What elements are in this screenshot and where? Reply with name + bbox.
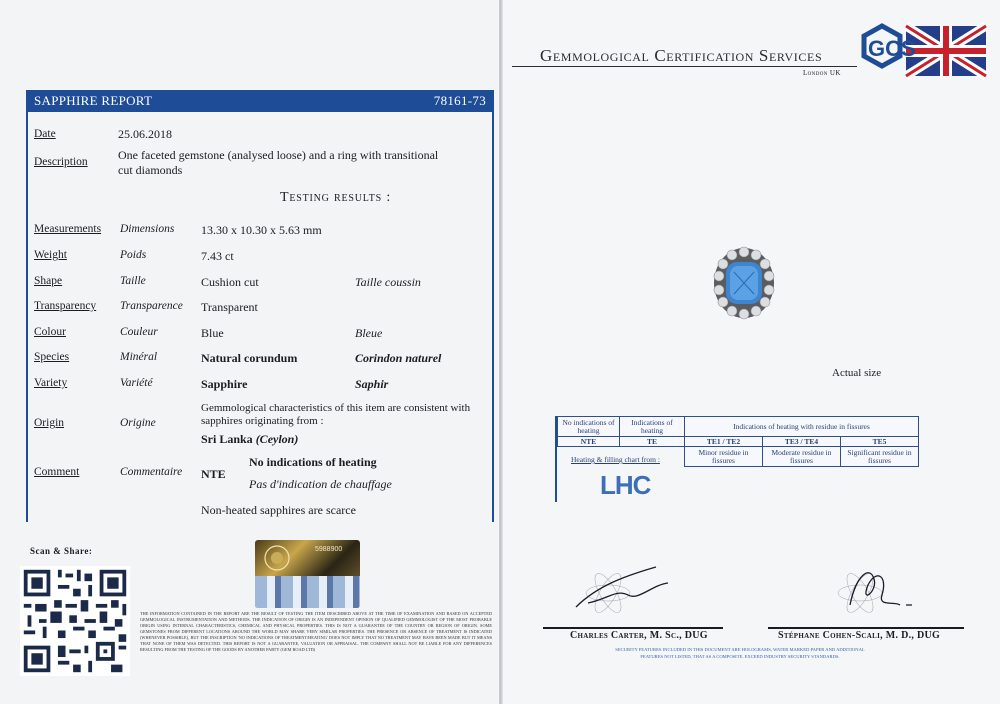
date-label: Date <box>34 128 56 140</box>
signature-carter <box>568 555 678 625</box>
report-number: 78161-73 <box>433 93 486 108</box>
measurements-label: Measurements <box>34 223 102 235</box>
report-disclaimer: THE INFORMATION CONTAINED IN THE REPORT ARE THE RESULT OF TESTING THE ITEM DESCRIBED ABOVE AT THE TIME OF EXAMINATION AND BASED ON ACCEPTED GEMMOLOGICAL INSTRUMENTATION AND METHODS. THE INDICATION OF ORIGIN IS AN INDEPENDENT OPINION OF QUALIFIED GEMMOLOGIST OF THE MOST PROBABLE ORIGIN USING INTERNAL CHARACTERISTICS, CHEMICAL AND PHYSICAL PROPERTIES. THIS IS NOT A GUARANTEE OF THE COUNTRY OR REGION OF ORIGIN. SOME GEMSTONES FROM DIFFERENT LOCATIONS AROUND THE WORLD MAY SHARE VERY SIMILAR PROPERTIES. THE PRESENCE OR ABSENCE OF TREATMENT IS INDICATED (WHENEVER POSSIBLE), BUT THE INSCRIPTION 'NO INDICATIONS OF TREATMENT/HEATING' DOES NOT IMPLY THAT NO TREATMENT MAY HAVE BEEN MADE BUT IT MEANS THAT NONE OF THEM WAS DETECTED. THIS REPORT IS NOT A GUARANTEE, VALUATION OR APPRAISAL. THE COMPANY SHALL NOT BE LIABLE FOR ANY DIFFERENCES RESULTING FROM THE TESTING OF THE GOODS BY ANOTHER PARTY (GEM ROAD LTD) <box>140 611 492 652</box>
heat-desc-significant: Significant residue in fissures <box>841 447 919 467</box>
security-hologram <box>255 540 360 608</box>
heat-header-residue: Indications of heating with residue in fissures <box>685 417 919 437</box>
qr-code[interactable] <box>20 566 130 676</box>
ring-photo <box>712 246 776 320</box>
variety-value: Sapphire <box>201 377 248 391</box>
origin-label: Origin <box>34 417 65 429</box>
heat-desc-moderate: Moderate residue in fissures <box>763 447 841 467</box>
colour-value: Blue <box>201 326 224 340</box>
shape-label-fr: Taille <box>120 275 146 287</box>
origin-value <box>201 432 298 447</box>
lhc-logo: LHC <box>600 470 651 500</box>
weight-value: 7.43 ct <box>201 249 234 263</box>
description-line-2: cut diamonds <box>118 163 183 177</box>
comment-note: Non-heated sapphires are scarce <box>201 503 356 517</box>
heat-header-nte: No indications of heating <box>558 417 620 437</box>
variety-label-fr: Variété <box>120 377 153 389</box>
shape-label: Shape <box>34 275 63 287</box>
comment-label: Comment <box>34 466 80 478</box>
company-rule <box>512 66 857 67</box>
measurements-label-fr: Dimensions <box>120 223 175 235</box>
report-title: SAPPHIRE REPORT <box>34 93 153 108</box>
transparency-label: Transparency <box>34 300 97 312</box>
colour-label: Colour <box>34 326 66 338</box>
origin-line-1: Gemmological characteristics of this item are consistent with <box>201 402 471 414</box>
comment-label-fr: Commentaire <box>120 466 183 478</box>
actual-size-label: Actual size <box>832 367 882 379</box>
heating-chart-label: Heating & filling chart from : <box>571 455 660 464</box>
gcs-logo <box>860 22 988 80</box>
shape-value-fr: Taille coussin <box>355 275 421 289</box>
species-label: Species <box>34 351 70 363</box>
description-label: Description <box>34 156 88 168</box>
hologram-code: 5988900 <box>315 546 343 553</box>
signatory-right: Stéphane Cohen-Scali, M. D., DUG <box>778 630 941 641</box>
heat-header-te: Indications of heating <box>620 417 685 437</box>
measurements-value: 13.30 x 10.30 x 5.63 mm <box>201 223 322 237</box>
heat-code-nte: NTE <box>558 437 620 447</box>
testing-results-title: Testing results : <box>280 190 392 205</box>
origin-label-fr: Origine <box>120 417 156 429</box>
heat-code-te3-te4: TE3 / TE4 <box>763 437 841 447</box>
origin-country-alt: (Ceylon) <box>255 432 299 446</box>
variety-label: Variety <box>34 377 68 389</box>
signature-cohen-scali <box>820 555 930 625</box>
heat-code-te5: TE5 <box>841 437 919 447</box>
report-header-bar <box>26 90 494 112</box>
comment-code: NTE <box>201 467 226 481</box>
weight-label: Weight <box>34 249 67 261</box>
logo-letters: GCS <box>868 36 916 61</box>
species-label-fr: Minéral <box>120 351 158 363</box>
comment-text-fr: Pas d'indication de chauffage <box>249 477 392 491</box>
species-value: Natural corundum <box>201 351 298 365</box>
signatory-left: Charles Carter, M. Sc., DUG <box>570 630 708 641</box>
signature-line-right <box>768 627 964 629</box>
variety-value-fr: Saphir <box>355 377 389 391</box>
company-name: Gemmological Certification Services <box>540 46 823 65</box>
comment-text-en: No indications of heating <box>249 455 377 469</box>
shape-value: Cushion cut <box>201 275 259 289</box>
colour-value-fr: Bleue <box>355 326 383 340</box>
transparency-label-fr: Transparence <box>120 300 183 312</box>
transparency-value: Transparent <box>201 300 258 314</box>
heat-desc-minor: Minor residue in fissures <box>685 447 763 467</box>
scan-share-title: Scan & Share: <box>30 546 93 556</box>
heat-code-te1-te2: TE1 / TE2 <box>685 437 763 447</box>
species-value-fr: Corindon naturel <box>355 351 442 365</box>
company-location: London UK <box>803 69 841 77</box>
date-value: 25.06.2018 <box>118 127 172 141</box>
heat-code-te: TE <box>620 437 685 447</box>
signature-line-left <box>543 627 723 629</box>
hologram-strip <box>255 576 360 608</box>
origin-line-2: sapphires originating from : <box>201 415 324 427</box>
origin-country: Sri Lanka <box>201 432 253 446</box>
description-line-1: One faceted gemstone (analysed loose) and a ring with transitional <box>118 148 439 162</box>
security-note: SECURITY FEATURES INCLUDED IN THIS DOCUMENT ARE HOLOGRAMS, WATER MARKED PAPER AND ADDITIONAL FEATURES NOT LISTED, THAT AS A COMPOSITE, EXCEED INDUSTRY SECURITY STANDARDS. <box>615 647 865 659</box>
hologram-emblem-icon <box>257 542 297 578</box>
weight-label-fr: Poids <box>120 249 147 261</box>
colour-label-fr: Couleur <box>120 326 158 338</box>
